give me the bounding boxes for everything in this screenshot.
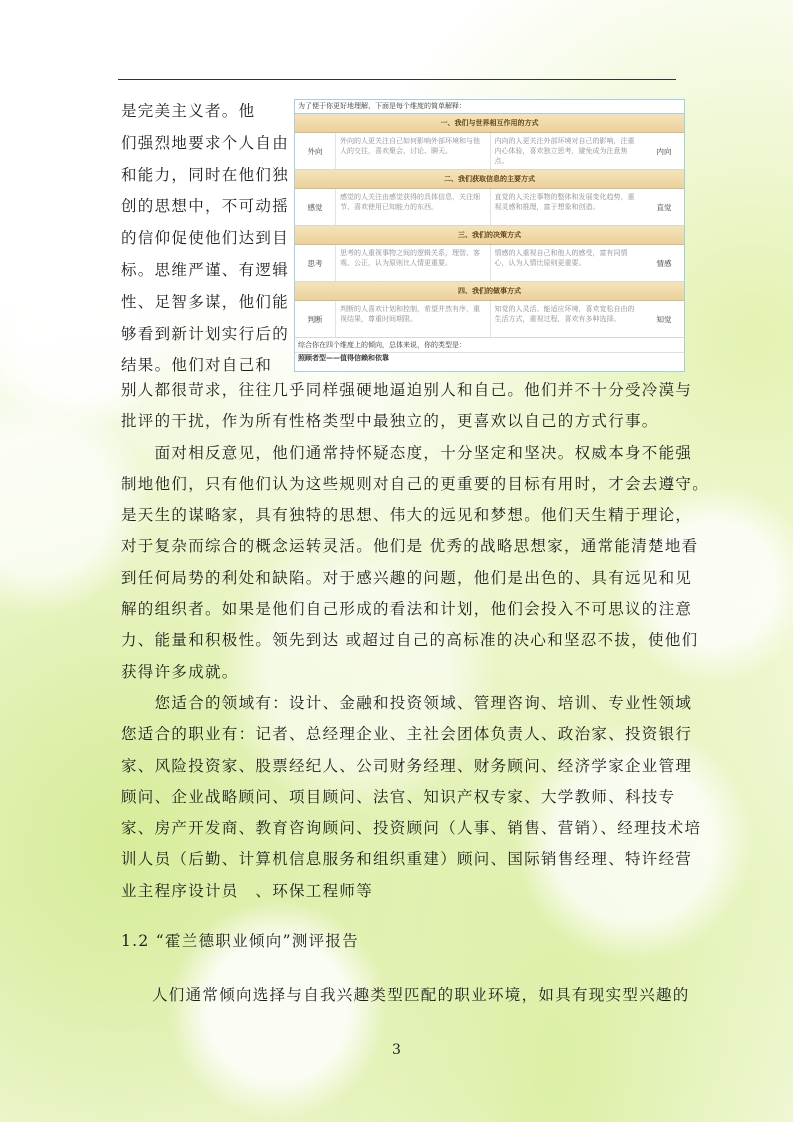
text-line: 顾问、企业战略顾问、项目顾问、法官、知识产权专家、大学教师、科技专 bbox=[121, 787, 676, 806]
body-paragraphs bbox=[121, 375, 709, 907]
text-line: 您适合的职业有：记者、总经理企业、主社会团体负责人、政治家、投资银行 bbox=[121, 725, 693, 744]
text-line: 解的组织者。如果是他们自己形成的看法和计划，他们会投入不可思议的注意 bbox=[121, 600, 693, 619]
row-text-left: 外向的人更关注自己如何影响外部环境和与他人的交往，喜欢聚会、讨论、聊天。 bbox=[335, 133, 490, 169]
row-label-left: 感觉 bbox=[307, 202, 323, 212]
table-section-title: 一、我们与世界相互作用的方式 bbox=[295, 114, 684, 133]
row-label-right: 知觉 bbox=[656, 314, 672, 324]
table-row bbox=[295, 133, 684, 170]
table-section-title: 二、我们获取信息的主要方式 bbox=[295, 170, 684, 189]
dimension-table-image bbox=[294, 99, 685, 372]
text-line: 的信仰促使他们达到目 bbox=[121, 229, 290, 248]
table-section-title: 四、我们的做事方式 bbox=[295, 282, 684, 301]
row-label-left: 判断 bbox=[307, 314, 323, 324]
wrapped-paragraph bbox=[121, 96, 291, 382]
row-text-left: 思考的人重视事物之间的逻辑关系，理智、客观、公正，认为原则比人情更重要。 bbox=[335, 245, 490, 281]
text-line: 标。思维严谨、有逻辑 bbox=[121, 260, 290, 279]
table-row bbox=[295, 189, 684, 226]
text-line: 家、风险投资家、股票经纪人、公司财务经理、财务顾问、经济学家企业管理 bbox=[121, 756, 693, 775]
text-line: 到任何局势的利处和缺陷。对于感兴趣的问题，他们是出色的、具有远见和见 bbox=[121, 568, 693, 587]
text-line: 制地他们，只有他们认为这些规则对自己的更重要的目标有用时，才会去遵守。 bbox=[121, 474, 710, 493]
header-rule bbox=[118, 79, 676, 80]
table-section-title: 三、我们的决策方式 bbox=[295, 226, 684, 245]
text-line: 您适合的领域有：设计、金融和投资领域、管理咨询、培训、专业性领域 bbox=[121, 693, 693, 712]
section-heading: 1.2 “霍兰德职业倾向”测评报告 bbox=[121, 932, 360, 950]
text-line: 性、足智多谋，他们能 bbox=[121, 292, 290, 311]
text-line: 训人员（后勤、计算机信息服务和组织重建）顾问、国际销售经理、特许经营 bbox=[121, 850, 693, 869]
row-text-left: 感觉的人关注由感觉获得的具体信息，关注细节、喜欢使用已知能力的东西。 bbox=[335, 189, 490, 225]
row-text-left: 判断的人喜欢计划和控制，希望井然有序，重视结果，尊重时间期限。 bbox=[335, 301, 490, 337]
text-line: 够看到新计划实行后的 bbox=[121, 324, 290, 343]
table-footer-type: 照顾者型——值得信赖和依靠 bbox=[298, 354, 389, 362]
table-footer: 综合你在四个维度上的倾向，总体来说，你的类型是： bbox=[295, 338, 684, 353]
text-line: 们强烈地要求个人自由 bbox=[121, 133, 290, 152]
page-number: 3 bbox=[392, 1042, 401, 1058]
text-line: 面对相反意见，他们通常持怀疑态度，十分坚定和坚决。权威本身不能强 bbox=[121, 443, 693, 462]
text-line: 家、房产开发商、教育咨询顾问、投资顾问（人事、销售、营销）、经理技术培 bbox=[121, 819, 702, 838]
row-label-right: 情感 bbox=[656, 258, 672, 268]
row-label-right: 直觉 bbox=[656, 202, 672, 212]
text-line: 业主程序设计员 、环保工程师等 bbox=[121, 881, 374, 900]
text-line: 是完美主义者。他 bbox=[121, 102, 256, 120]
text-line: 结果。他们对自己和 bbox=[121, 356, 273, 375]
row-label-left: 外向 bbox=[307, 146, 323, 156]
text-line: 是天生的谋略家，具有独特的思想、伟大的远见和梦想。他们天生精于理论， bbox=[121, 506, 693, 525]
text-line: 获得许多成就。 bbox=[121, 662, 239, 681]
text-line: 力、能量和积极性。领先到达 或超过自己的高标准的决心和坚忍不拔，使他们 bbox=[121, 631, 699, 650]
text-line: 别人都很苛求，往往几乎同样强硬地逼迫别人和自己。他们并不十分受冷漠与 bbox=[121, 381, 693, 399]
row-text-right: 知觉的人灵活、能适应环境，喜欢宽松自由的生活方式，重视过程，喜欢有多种选择。 bbox=[490, 301, 645, 337]
table-row bbox=[295, 301, 684, 338]
row-text-right: 情感的人重视自己和他人的感受，富有同情心，认为人情比原则更重要。 bbox=[490, 245, 645, 281]
row-label-left: 思考 bbox=[307, 258, 323, 268]
text-line: 和能力，同时在他们独 bbox=[121, 165, 290, 184]
row-text-right: 直觉的人关注事物的整体和发展变化趋势，重视灵感和推理，富于想象和创造。 bbox=[490, 189, 645, 225]
table-caption: 为了便于你更好地理解，下面是每个维度的简单解释： bbox=[295, 100, 684, 114]
row-label-right: 内向 bbox=[656, 146, 672, 156]
text-line: 批评的干扰，作为所有性格类型中最独立的，更喜欢以自己的方式行事。 bbox=[121, 412, 659, 431]
text-line: 创的思想中，不可动摇 bbox=[121, 197, 290, 216]
row-text-right: 内向的人更关注外部环境对自己的影响，注重内心体验，喜欢独立思考，避免成为注意焦点。 bbox=[490, 133, 645, 169]
text-line: 对于复杂而综合的概念运转灵活。他们是 优秀的战略思想家，通常能清楚地看 bbox=[121, 537, 699, 556]
table-row bbox=[295, 245, 684, 282]
text-line: 人们通常倾向选择与自我兴趣类型匹配的职业环境，如具有现实型兴趣的 bbox=[152, 986, 690, 1004]
